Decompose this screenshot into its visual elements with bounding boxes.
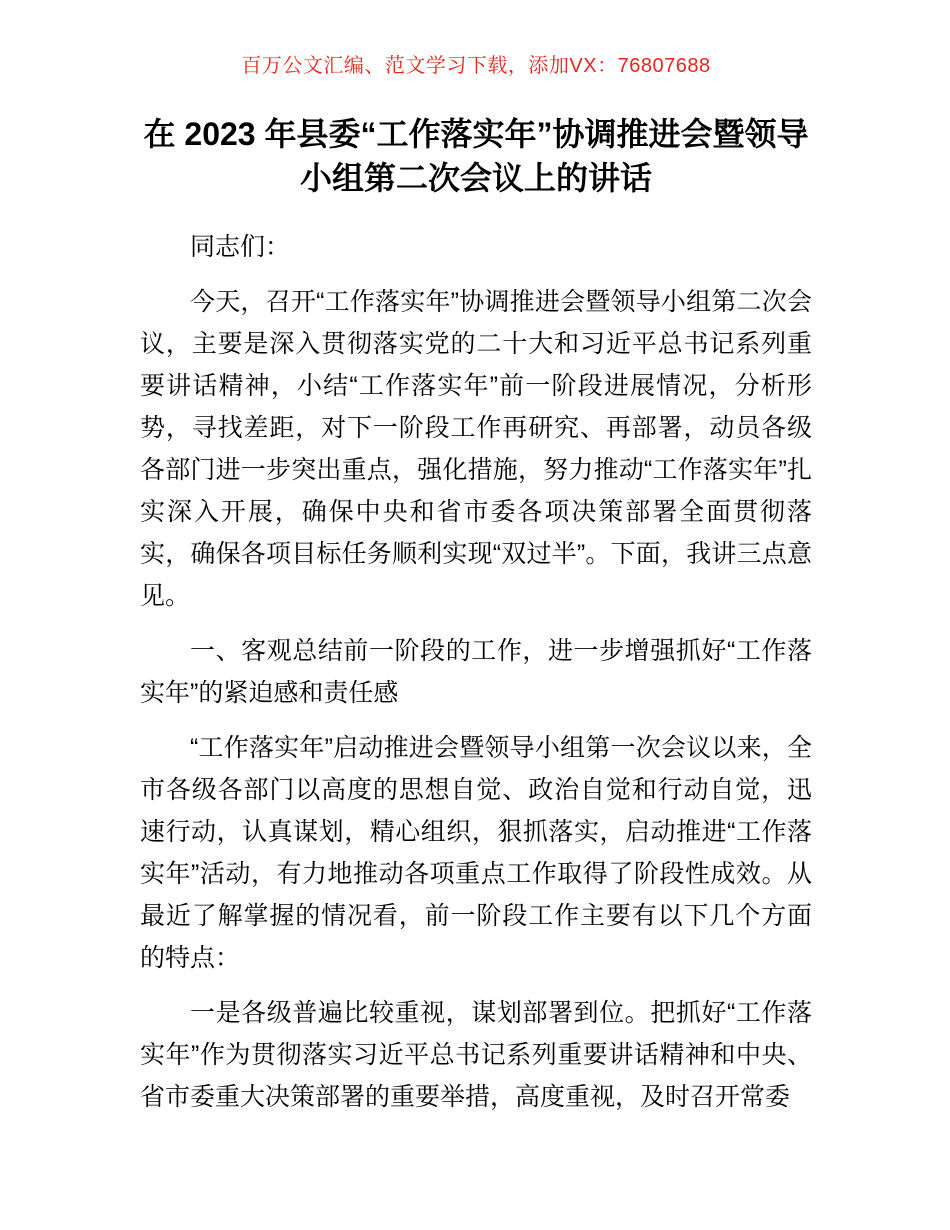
body-paragraph: 一是各级普遍比较重视，谋划部署到位。把抓好“工作落实年”作为贯彻落实习近平总书记系列重要讲话精神和中央、省市委重大决策部署的重要举措，高度重视，及时召开常委: [140, 999, 812, 1111]
body-paragraph: 今天，召开“工作落实年”协调推进会暨领导小组第二次会议，主要是深入贯彻落实党的二十大和习近平总书记系列重要讲话精神，小结“工作落实年”前一阶段进展情况，分析形势，寻找差距，对下一阶段工作再研究、再部署，动员各级各部门进一步突出重点，强化措施，努力推动“工作落实年”扎实深入开展，确保中央和省市委各项决策部署全面贯彻落实，确保各项目标任务顺利实现“双过半”。下面，我讲三点意见。: [140, 288, 812, 610]
section-heading-paragraph: 一、客观总结前一阶段的工作，进一步增强抓好“工作落实年”的紧迫感和责任感: [140, 637, 812, 707]
document-title: 在 2023 年县委“工作落实年”协调推进会暨领导小组第二次会议上的讲话: [143, 116, 809, 196]
body-paragraph: “工作落实年”启动推进会暨领导小组第一次会议以来，全市各级各部门以高度的思想自觉、政治自觉和行动自觉，迅速行动，认真谋划，精心组织，狠抓落实，启动推进“工作落实年”活动，有力地推动各项重点工作取得了阶段性成效。从最近了解掌握的情况看，前一阶段工作主要有以下几个方面的特点：: [140, 734, 812, 972]
salutation-paragraph: 同志们：: [190, 233, 291, 261]
red-notice-banner: 百万公文汇编、范文学习下载，添加VX：76807688: [241, 55, 711, 77]
document-body: [140, 226, 812, 1118]
